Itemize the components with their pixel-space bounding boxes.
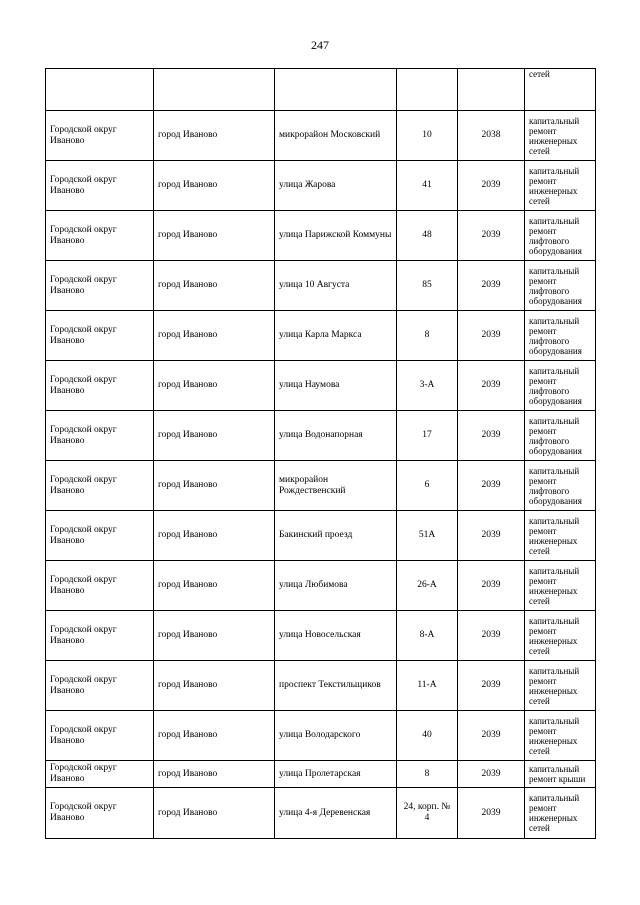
cell-house: 3-А: [397, 361, 458, 411]
cell-house: 26-А: [397, 561, 458, 611]
cell-work-type: капитальный ремонт лифтового оборудования: [525, 461, 596, 511]
cell-house: 41: [397, 161, 458, 211]
cell-street: проспект Текстильщиков: [275, 661, 397, 711]
cell-work-type: капитальный ремонт инженерных сетей: [525, 711, 596, 761]
cell-house: 17: [397, 411, 458, 461]
cell-municipality: Городской округ Иваново: [46, 211, 154, 261]
cell-settlement: город Иваново: [154, 761, 275, 788]
cell-year: 2039: [458, 161, 525, 211]
cell-year: 2039: [458, 511, 525, 561]
cell-municipality: Городской округ Иваново: [46, 511, 154, 561]
cell-settlement: город Иваново: [154, 611, 275, 661]
table-row: [46, 561, 596, 611]
cell-year: 2039: [458, 788, 525, 839]
cell-municipality: Городской округ Иваново: [46, 361, 154, 411]
cell-municipality: Городской округ Иваново: [46, 411, 154, 461]
cell-work-type: капитальный ремонт инженерных сетей: [525, 511, 596, 561]
cell-street: микрорайон Рождественский: [275, 461, 397, 511]
cell-house: 6: [397, 461, 458, 511]
cell-house: [397, 69, 458, 111]
cell-house: 10: [397, 111, 458, 161]
table-row: [46, 711, 596, 761]
cell-settlement: город Иваново: [154, 211, 275, 261]
cell-work-type: капитальный ремонт инженерных сетей: [525, 661, 596, 711]
repair-schedule-table: [45, 68, 596, 839]
cell-work-type: капитальный ремонт крыши: [525, 761, 596, 788]
cell-settlement: город Иваново: [154, 511, 275, 561]
table-row: [46, 411, 596, 461]
cell-municipality: Городской округ Иваново: [46, 561, 154, 611]
table-row: [46, 788, 596, 839]
cell-house: 8-А: [397, 611, 458, 661]
cell-house: 24, корп. № 4: [397, 788, 458, 839]
cell-municipality: Городской округ Иваново: [46, 661, 154, 711]
cell-settlement: город Иваново: [154, 261, 275, 311]
cell-house: 85: [397, 261, 458, 311]
cell-settlement: [154, 69, 275, 111]
table-row: [46, 461, 596, 511]
cell-work-type: сетей: [525, 69, 596, 111]
cell-street: Бакинский проезд: [275, 511, 397, 561]
cell-street: микрорайон Московский: [275, 111, 397, 161]
cell-year: 2039: [458, 261, 525, 311]
cell-street: улица 10 Августа: [275, 261, 397, 311]
cell-municipality: Городской округ Иваново: [46, 161, 154, 211]
cell-municipality: Городской округ Иваново: [46, 111, 154, 161]
cell-work-type: капитальный ремонт лифтового оборудования: [525, 211, 596, 261]
table-row: [46, 211, 596, 261]
cell-work-type: капитальный ремонт инженерных сетей: [525, 161, 596, 211]
cell-year: [458, 69, 525, 111]
cell-year: 2039: [458, 661, 525, 711]
cell-municipality: Городской округ Иваново: [46, 461, 154, 511]
cell-municipality: [46, 69, 154, 111]
cell-municipality: Городской округ Иваново: [46, 788, 154, 839]
cell-settlement: город Иваново: [154, 161, 275, 211]
cell-year: 2039: [458, 211, 525, 261]
cell-settlement: город Иваново: [154, 711, 275, 761]
cell-year: 2038: [458, 111, 525, 161]
cell-year: 2039: [458, 361, 525, 411]
table-row: [46, 511, 596, 561]
cell-house: 11-А: [397, 661, 458, 711]
cell-street: улица Любимова: [275, 561, 397, 611]
cell-work-type: капитальный ремонт инженерных сетей: [525, 111, 596, 161]
cell-settlement: город Иваново: [154, 411, 275, 461]
cell-year: 2039: [458, 761, 525, 788]
cell-municipality: Городской округ Иваново: [46, 261, 154, 311]
table-row: [46, 111, 596, 161]
cell-municipality: Городской округ Иваново: [46, 761, 154, 788]
cell-work-type: капитальный ремонт лифтового оборудования: [525, 411, 596, 461]
cell-settlement: город Иваново: [154, 661, 275, 711]
cell-street: улица Володарского: [275, 711, 397, 761]
cell-house: 8: [397, 311, 458, 361]
page-number: 247: [311, 38, 329, 52]
cell-municipality: Городской округ Иваново: [46, 611, 154, 661]
cell-street: улица Наумова: [275, 361, 397, 411]
cell-house: 8: [397, 761, 458, 788]
cell-house: 40: [397, 711, 458, 761]
cell-work-type: капитальный ремонт лифтового оборудования: [525, 261, 596, 311]
table-row: [46, 611, 596, 661]
table-row: [46, 261, 596, 311]
cell-settlement: город Иваново: [154, 461, 275, 511]
cell-street: улица Новосельская: [275, 611, 397, 661]
cell-year: 2039: [458, 711, 525, 761]
cell-settlement: город Иваново: [154, 361, 275, 411]
cell-street: улица Парижской Коммуны: [275, 211, 397, 261]
cell-house: 48: [397, 211, 458, 261]
cell-settlement: город Иваново: [154, 788, 275, 839]
cell-year: 2039: [458, 411, 525, 461]
cell-street: улица Жарова: [275, 161, 397, 211]
cell-street: [275, 69, 397, 111]
cell-street: улица 4-я Деревенская: [275, 788, 397, 839]
table-row-continuation: [46, 69, 596, 111]
cell-work-type: капитальный ремонт лифтового оборудования: [525, 361, 596, 411]
cell-year: 2039: [458, 461, 525, 511]
cell-municipality: Городской округ Иваново: [46, 311, 154, 361]
table-row: [46, 361, 596, 411]
cell-street: улица Карла Маркса: [275, 311, 397, 361]
cell-municipality: Городской округ Иваново: [46, 711, 154, 761]
cell-settlement: город Иваново: [154, 561, 275, 611]
cell-work-type: капитальный ремонт инженерных сетей: [525, 788, 596, 839]
cell-settlement: город Иваново: [154, 111, 275, 161]
cell-work-type: капитальный ремонт инженерных сетей: [525, 611, 596, 661]
table-row: [46, 311, 596, 361]
table-row: [46, 761, 596, 788]
cell-year: 2039: [458, 561, 525, 611]
table-row: [46, 161, 596, 211]
cell-house: 51А: [397, 511, 458, 561]
cell-work-type: капитальный ремонт инженерных сетей: [525, 561, 596, 611]
cell-street: улица Водонапорная: [275, 411, 397, 461]
cell-settlement: город Иваново: [154, 311, 275, 361]
cell-work-type: капитальный ремонт лифтового оборудования: [525, 311, 596, 361]
cell-street: улица Пролетарская: [275, 761, 397, 788]
table-row: [46, 661, 596, 711]
cell-year: 2039: [458, 311, 525, 361]
cell-year: 2039: [458, 611, 525, 661]
